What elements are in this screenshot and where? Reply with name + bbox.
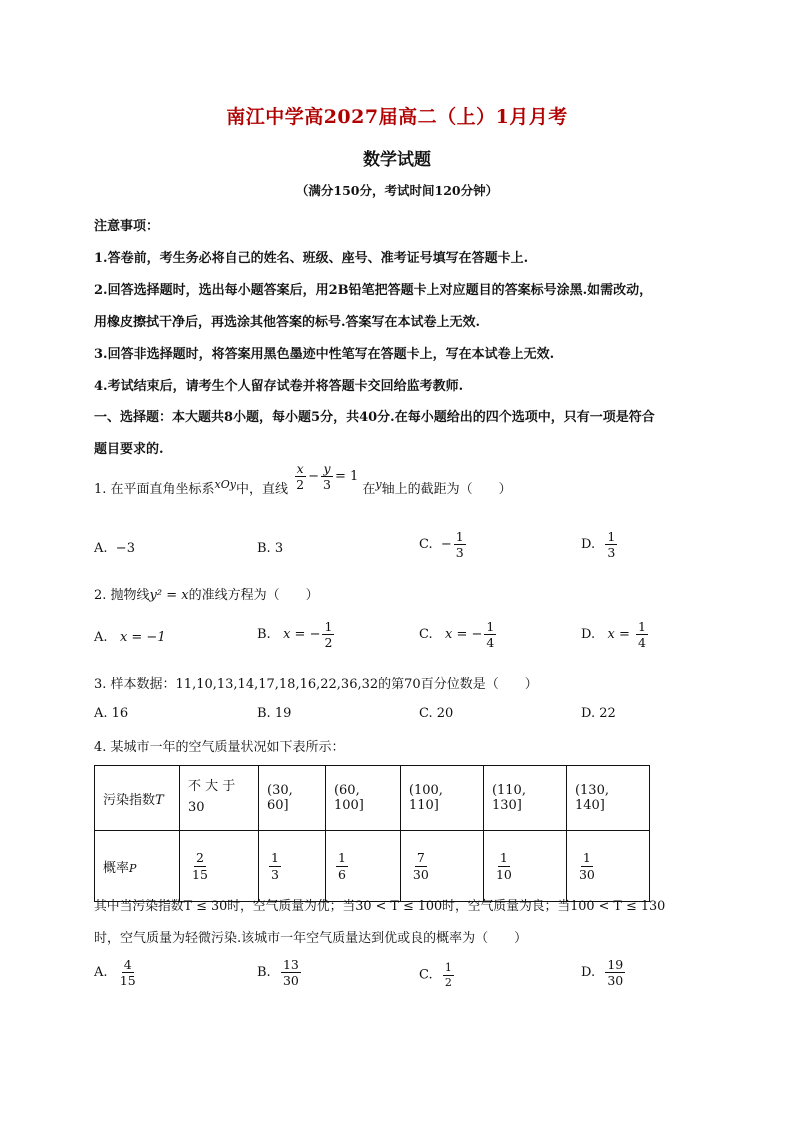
table-cell-prob — [180, 831, 259, 902]
q4-option-d[interactable] — [581, 958, 627, 987]
prob-num: 2 — [195, 850, 204, 866]
q1-option-d-label: D. — [581, 537, 596, 553]
q1-option-b-label: B. — [257, 541, 271, 556]
table-cell-interval: (130, 140] — [566, 766, 649, 831]
q1-option-b[interactable] — [257, 541, 283, 556]
note-item-2-cont: 用橡皮擦拭干净后，再选涂其他答案的标号.答案写在本试卷上无效. — [94, 315, 481, 330]
section-heading: 一、选择题：本大题共8小题，每小题5分，共40分.在每小题给出的四个选项中，只有一项是符合 — [94, 410, 655, 425]
prob-num: 1 — [337, 850, 346, 866]
q1-equation — [292, 462, 358, 491]
q2-suffix: 的准线方程为（ ） — [188, 588, 319, 603]
note-item-4: 4.考试结束后，请考生个人留存试卷并将答题卡交回给监考教师. — [94, 379, 464, 394]
q1-option-d[interactable] — [581, 530, 619, 559]
q1-eq-n2: y — [323, 460, 331, 476]
q2-option-b-pre: x = − — [283, 627, 321, 643]
score-note: （满分150分，考试时间120分钟） — [295, 183, 499, 198]
table-cell-le30 — [180, 766, 259, 831]
q4-option-c-num: 1 — [444, 961, 452, 974]
q1-mid2: 在 — [362, 482, 376, 497]
q1-option-c-den: 3 — [455, 545, 464, 561]
prob-den: 6 — [337, 866, 346, 882]
q2-option-d-pre: x = — [607, 627, 630, 643]
q1-option-c-sign: − — [440, 537, 452, 553]
question-2 — [94, 584, 319, 603]
question-1 — [94, 460, 512, 497]
header-index-label: 污染指数 — [103, 792, 156, 808]
header-index-var: T — [155, 792, 164, 808]
header-prob-label: 概率 — [103, 860, 130, 876]
q2-option-a-label: A. — [94, 630, 108, 645]
q4-option-d-den: 30 — [607, 973, 624, 989]
q2-option-c[interactable] — [419, 620, 498, 649]
q1-coord: xOy — [214, 478, 236, 491]
q1-option-c-label: C. — [419, 537, 433, 553]
table-header-prob — [95, 831, 180, 902]
q2-option-d-label: D. — [581, 627, 596, 643]
q2-option-c-num: 1 — [486, 619, 495, 634]
q3-option-a[interactable]: A. 16 — [94, 706, 129, 721]
q1-option-b-value: 3 — [274, 541, 284, 556]
q4-option-a-label: A. — [94, 965, 108, 981]
q1-prefix: 1. 在平面直角坐标系 — [94, 482, 215, 497]
table-cell-interval: (100, 110] — [400, 766, 483, 831]
q2-option-a-value: x = −1 — [119, 630, 166, 645]
q2-option-b-label: B. — [257, 627, 271, 643]
q4-option-b-num: 13 — [282, 957, 299, 972]
q2-option-c-pre: x = − — [445, 627, 483, 643]
table-header-index — [95, 766, 180, 831]
q2-option-a[interactable] — [94, 630, 166, 645]
q4-option-d-label: D. — [581, 965, 596, 981]
prob-num: 7 — [416, 850, 425, 866]
q4-option-b-den: 30 — [282, 973, 299, 989]
q4-option-c[interactable] — [419, 962, 456, 988]
q1-option-d-num: 1 — [607, 529, 616, 544]
q2-option-c-den: 4 — [486, 635, 495, 651]
question-3: 3. 样本数据：11,10,13,14,17,18,16,22,36,32的第70百分位数是（ ） — [94, 677, 538, 692]
q2-option-d-num: 1 — [638, 619, 646, 634]
air-quality-table — [94, 765, 650, 902]
q1-option-c-num: 1 — [455, 529, 464, 544]
exam-title: 南江中学高2027届高二（上）1月月考 — [226, 106, 568, 128]
q2-option-d-den: 4 — [638, 635, 646, 651]
q4-condition-line2: 时，空气质量为轻微污染.该城市一年空气质量达到优或良的概率为（ ） — [94, 931, 528, 946]
section-heading-cont: 题目要求的. — [94, 442, 164, 457]
q3-option-d[interactable]: D. 22 — [581, 706, 616, 721]
q2-option-b-den: 2 — [324, 635, 333, 651]
table-cell-prob — [483, 831, 566, 902]
table-cell-prob — [325, 831, 400, 902]
header-prob-var: P — [129, 861, 137, 875]
prob-num: 1 — [271, 850, 279, 866]
q4-option-a[interactable] — [94, 958, 140, 987]
q2-equation: y² = x — [149, 588, 189, 603]
cell-le30-line2: 30 — [188, 800, 205, 815]
note-item-2: 2.回答选择题时，选出每小题答案后，用2B铅笔把答题卡上对应题目的答案标号涂黑.如需改动， — [94, 283, 653, 298]
question-4: 4. 某城市一年的空气质量状况如下表所示： — [94, 740, 345, 755]
q4-option-b[interactable] — [257, 958, 303, 987]
table-cell-prob — [566, 831, 649, 902]
prob-den: 30 — [412, 866, 429, 882]
q3-option-c[interactable]: C. 20 — [419, 706, 454, 721]
note-item-1: 1.答卷前，考生务必将自己的姓名、班级、座号、准考证号填写在答题卡上. — [94, 251, 529, 266]
q4-condition-line1: 其中当污染指数T ≤ 30时，空气质量为优；当30 < T ≤ 100时，空气质量为良；当100 < T ≤ 130 — [94, 899, 666, 914]
prob-den: 30 — [578, 866, 595, 882]
prob-num: 1 — [499, 850, 508, 866]
table-cell-prob — [259, 831, 326, 902]
q3-option-b[interactable]: B. 19 — [257, 706, 292, 721]
q1-eq-d2: 3 — [323, 477, 331, 492]
q1-eq-minus: − — [308, 469, 319, 484]
q2-option-b-num: 1 — [324, 619, 333, 634]
q4-option-a-num: 4 — [123, 957, 132, 972]
cell-le30-line1: 不 大 于 — [188, 779, 236, 795]
q4-option-c-den: 2 — [444, 975, 452, 989]
q2-prefix: 2. 抛物线 — [94, 588, 150, 603]
prob-num: 1 — [582, 850, 591, 866]
table-cell-interval: (110, 130] — [483, 766, 566, 831]
table-row — [95, 766, 650, 831]
q1-option-d-den: 3 — [607, 545, 616, 561]
q4-option-d-num: 19 — [607, 957, 624, 972]
note-item-3: 3.回答非选择题时，将答案用黑色墨迹中性笔写在答题卡上，写在本试卷上无效. — [94, 347, 555, 362]
q1-option-a-value: −3 — [115, 541, 135, 556]
q2-option-c-label: C. — [419, 627, 433, 643]
table-cell-prob — [400, 831, 483, 902]
exam-subtitle: 数学试题 — [363, 150, 431, 170]
q1-eq-rhs: = 1 — [334, 469, 359, 484]
q1-option-a[interactable] — [94, 541, 135, 556]
notes-heading: 注意事项： — [94, 219, 160, 234]
q4-option-a-den: 15 — [119, 973, 136, 989]
q1-mid: 中，直线 — [235, 482, 288, 497]
q4-option-b-label: B. — [257, 965, 271, 981]
q4-option-c-label: C. — [419, 967, 433, 983]
table-row — [95, 831, 650, 902]
q1-suffix: 轴上的截距为（ ） — [381, 482, 512, 497]
q1-option-c[interactable] — [419, 530, 468, 559]
q1-axis: y — [375, 478, 382, 491]
q1-eq-d1: 2 — [296, 477, 305, 492]
table-cell-interval: (30, 60] — [259, 766, 326, 831]
prob-den: 3 — [271, 866, 279, 882]
q1-eq-n1: x — [296, 460, 304, 476]
prob-den: 15 — [192, 866, 208, 882]
q2-option-b[interactable] — [257, 620, 336, 649]
q1-option-a-label: A. — [94, 541, 108, 556]
table-cell-interval: (60, 100] — [325, 766, 400, 831]
q2-option-d[interactable] — [581, 620, 650, 649]
prob-den: 10 — [495, 866, 512, 882]
